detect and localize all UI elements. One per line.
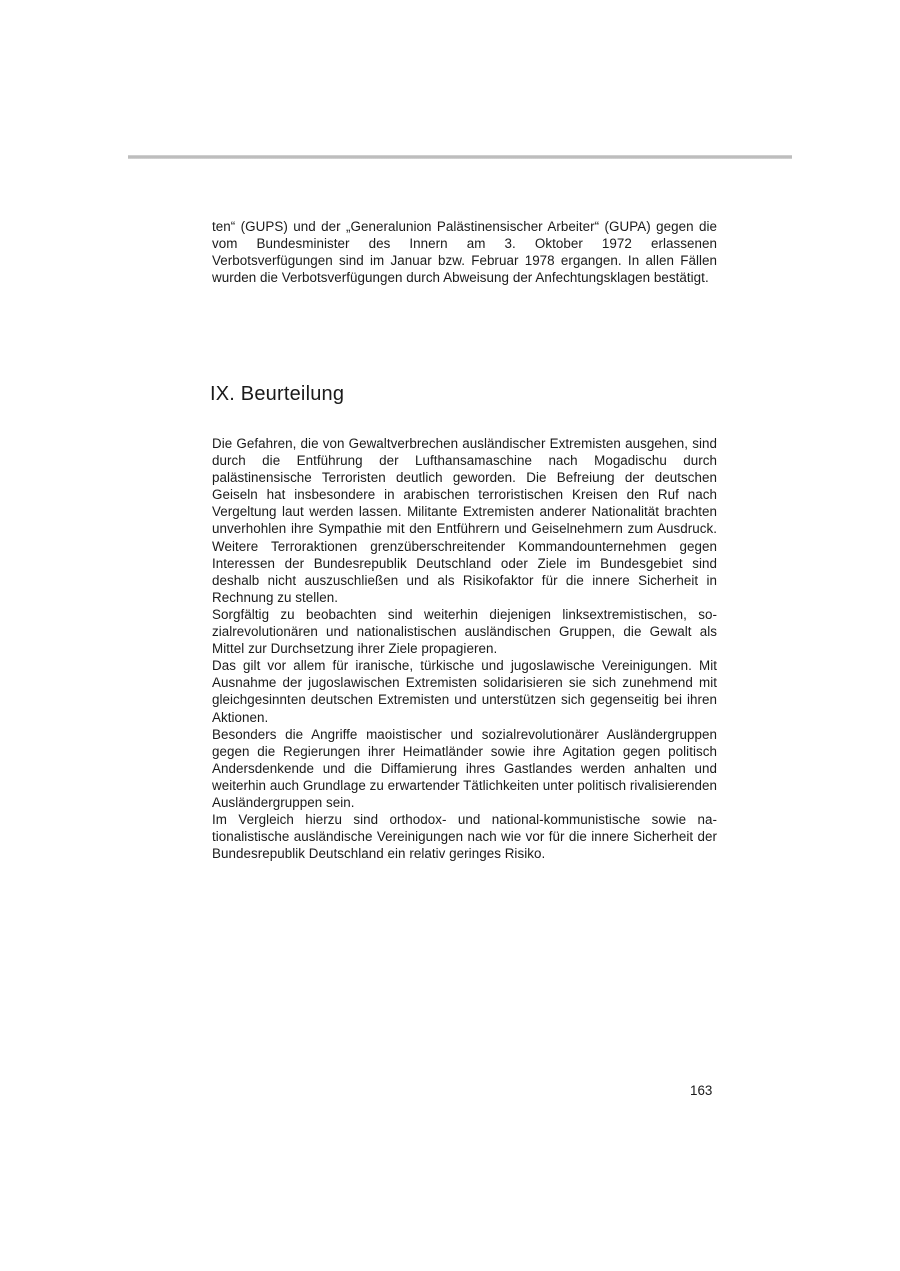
body-paragraph: Sorgfältig zu beobachten sind weiterhin diejenigen linksextremistischen, sozialrevolutionären und nationalistischen ausländischen Gruppen, die Gewalt als Mittel zur Durchsetzung ihrer Ziele propagieren. [212,606,717,657]
body-paragraph: Besonders die Angriffe maoistischer und sozialrevolutionärer Ausländergruppen gegen die Regierungen ihrer Heimatländer sowie ihre Agitation gegen politisch Andersdenkende und die Diffamierung ihres Gastlandes werden anhalten und weiterhin auch Grundlage zu erwartender Tätlichkeiten unter politisch rivalisierenden Ausländergruppen sein. [212,726,717,810]
section-heading: IX. Beurteilung [210,383,345,405]
body-paragraph: Im Vergleich hierzu sind orthodox- und national-kommunistische sowie nationalistische ausländische Vereinigungen nach wie vor für die innere Sicherheit der Bundesrepublik Deutschland ein relativ geringes Risiko. [212,812,717,862]
top-rule [128,155,792,159]
intro-paragraph-block [212,218,717,286]
intro-paragraph: ten“ (GUPS) und der „Generalunion Palästinensischer Arbeiter“ (GUPA) gegen die vom Bundesminister des Innern am 3. Oktober 1972 erlassenen Verbotsverfügungen sind im Januar bzw. Februar 1978 ergangen. In allen Fällen wurden die Verbotsverfügungen durch Abweisung der Anfechtungsklagen bestätigt. [212,219,717,286]
body-paragraph: Die Gefahren, die von Gewaltverbrechen ausländischer Extremisten ausgehen, sind durch die Entführung der Lufthansamaschine nach Mogadischu durch palästinensische Terroristen deutlich geworden. Die Befreiung der deutschen Geiseln hat insbesondere in arabischen terroristischen Kreisen den Ruf nach Vergeltung laut werden lassen. Militante Extremisten anderer Nationalität brachten unverhohlen ihre Sympathie mit den Entführern und Geiselnehmern zum Ausdruck. Weitere Terroraktionen grenzüberschreitender Kommandounternehmen gegen Interessen der Bundesrepublik Deutschland oder Ziele im Bundesgebiet sind deshalb nicht auszuschließen und als Risikofaktor für die innere Sicherheit in Rechnung zu stellen. [212,436,717,605]
body-paragraph: Das gilt vor allem für iranische, türkische und jugoslawische Vereinigungen. Mit Ausnahme der jugoslawischen Extremisten solidarisieren sie sich zunehmend mit gleichgesinnten deutschen Extremisten und unterstützen sich gegenseitig bei ihren Aktionen. [212,658,717,725]
section-body [212,435,717,862]
page-number: 163 [690,1083,713,1098]
